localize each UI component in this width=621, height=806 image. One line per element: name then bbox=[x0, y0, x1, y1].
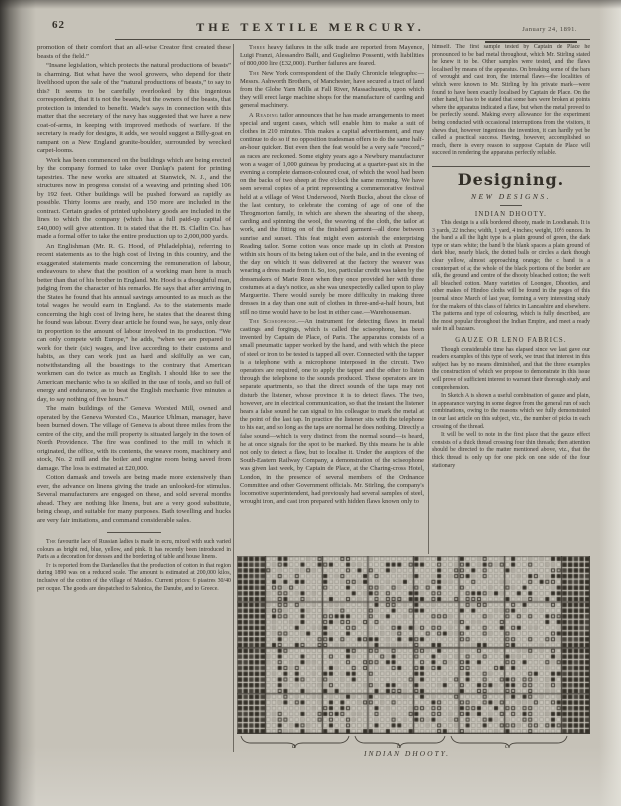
masthead-title: THE TEXTILE MERCURY. bbox=[196, 20, 425, 34]
section-label-c: c bbox=[505, 742, 509, 750]
column-middle bbox=[240, 44, 424, 553]
section-label-b: b bbox=[397, 742, 401, 750]
header-rule-right bbox=[485, 41, 577, 43]
paragraph: A Reading tailor announces that he has made arrangements to meet special and urgent cases, which will enable him to make a suit of clothes in 210 minutes. This makes a capital advertisement, and may continue to do so if no opposition tradesman offers to do the same half-an-hour quicker. But even then the feat would be a very safe “record,” as races are reckoned. Some eighty years ago a Newbury manufacturer won a wager of 1,000 guineas by producing at a quarter-past six in the evening a complete damson-coloured coat, of which the wool had been on the backs of two sheep at five o'clock the same morning. We have seen several copies of a print representing a commemorative festival held at a village of West Underwood, North Bucks, about the close of the last century, to celebrate the coming of age of one of the Throgmorton family, in which are shewn the shearing of the sheep, carding and spinning the wool, the weaving of the cloth, the tailor at work, and the fitting on of the finished garment—all done between sunrise and sunset. This feat might even astonish the enterprising Reading tailor. Some cotton was once made up in cloth at Preston within six hours of its being taken out of the bale, and in the evening of the day on which it was delivered at the factory the weaver was wearing a dress made from it. So, too, particular credit was taken by the dressmakers of Marie Roze when they once provided her with three costumes at a day's notice, as she was unexpectedly called upon to play Marguerite. There would surely be more difficulty in making three dresses in a day than one suit of clothes in three-and-a-half hours, but still no time would have to be lost in either case.—Warehouseman. bbox=[240, 111, 424, 316]
column-left bbox=[37, 44, 231, 756]
column-rule-right bbox=[428, 44, 429, 554]
paragraph: The New York correspondent of the Daily Chronicle telegraphs:—Messrs. Ashworth Brothers, of Manchester, have secured a tract of land from the Globe Yarn Mills at Fall River, Massachusetts, upon which they will erect large machine shops for the manufacture of carding and general machinery. bbox=[240, 69, 424, 110]
paragraph: It is reported from the Dardanelles that the production of cotton in that region during 1890 was on a reduced scale. The amount is estimated at 200,000 kilos, inclusive of the cotton of the village of Maidos. Current prices: 6 piastres 30/40 per ocque. The goods are despatched to Salonica, the Danube, and to Greece. bbox=[37, 562, 231, 592]
paragraph: It will be well to note in the first place that the gauze effect consists of a thick thread crossing four thin threads; then attention should be directed to the matter mentioned above, viz., that the thick thread is only up for one pick on one side of the four stationary bbox=[432, 432, 590, 469]
paragraph: The Sciseophone.—An instrument for detecting flaws in metal castings and forgings, which is called the sciseophone, has been invented by Captain de Place, of Paris. The apparatus consists of a small pneumatic tapper worked by the hand, and with which the piece of steel or iron to be tested is tapped all over. Connected with the tapper is a telephone with a microphone interposed in the circuit. Two operators are required, one to apply the tapper and the other to listen through the telephone to the sounds produced. These operators are in separate apartments, so that the direct sounds of the taps may not disturb the listener, whose province it is to detect flaws. The two, however, are in electrical communication, so that the instant the listener hears a false sound he can signal to his colleague to mark the metal at the point of the last tap. In practice the listener sits with the telephone to his ear, and so long as the taps are normal he does nothing. Directly a false sound—which is very distinct from the normal sound—is heard, he at once signals for the spot to be marked. By this means he is able not only to detect a flaw, but to localise it. Under the auspices of the South-Eastern Railway Company, a demonstration of the sciseophone was given last week, by Captain de Place, at the Charing-cross Hotel, London, in the presence of several members of the Ordnance Committee and other Government officials. Mr. Stirling, the company's locomotive superintendent, had previously had several samples of steel, wrought iron, and cast iron prepared with hidden flaws known only to bbox=[240, 317, 424, 506]
column-right bbox=[432, 44, 590, 553]
paragraph: In Sketch A is shown a useful combination of gauze and plain, in appearance varying in some degree from the general run of such combinations, owing to the reasons which we fully demonstrated in our last article on this subject, viz., the number of picks in each crossing of the thread. bbox=[432, 393, 590, 430]
lead-smallcaps: A Reading bbox=[249, 111, 279, 119]
paragraph: Three heavy failures in the silk trade are reported from Mayence, Luigi Franzi, Alessandro Balli, and Guglielmo Possenti, with liabilities of 800,000 lire (£32,000). Further failures are feared. bbox=[240, 44, 424, 68]
paragraph: This design is a silk bordered dhooty, made in Loodianah. It is 3 yards, 22 inches; width, 1 yard, 4 inches; weight, 10½ ounces. In the band a all the light type is a plain ground of green, the dark type or stars white; the band b the blank spaces a plain ground of dark blue, nearly black, the dotted balls or circles a dark though clear yellow, almost approaching orange; the c band is a counterpart of a; the whole of the black portions of the border are silk, the ground and centre of the dhooty bleached cotton; the weft all bleached cotton. Many varieties of Loongee, Dhooties, and other makes of Hindoo cloths will be found in the pages of this journal since March of last year, forming a very interesting study for the makers of this class of fabrics in Lancashire and elsewhere. The patterns and type of colouring, which is fully described, are the most popular throughout the Indian Empire, and meet a ready sale in all bazaars. bbox=[432, 220, 590, 333]
paragraph: Work has been commenced on the buildings which are being erected by the company formed to take over Dunlap's patent for printing tapestries. The new works are situated at Stanwick, N. J., and the structures now in progress consist of a weaving and printing shed 106 by 192 feet. Other buildings will be pushed forward as rapidly as possible. Thirty looms are ready, and 150 more are included in the contract. Certain grades of printed upholstery goods are included in the lines to which the company (which has a full paid-up capital of £40,000) will give attention. It is stated that the H. B. Claflin Co. has made a formal offer to take the entire production up to 2,000,000 yards. bbox=[37, 156, 231, 240]
paragraph: An Englishman (Mr. R. G. Hood, of Philadelphia), referring to recent statements as to the high cost of living in this country, and the exaggerated statements made concerning the remuneration of labour, endeavours to shew that the position of a working man here is much better than that of his brother in England. Mr. Hood is a thoughtful man, judging from the character of his remarks. He says that after arriving in the States he found that his annual savings amounted to as much as the total wages he would earn in England. As to the statements made concerning the high cost of living here, he states that the dearest thing he found was labour. Every dear article he found was, he says, only dear in proportion to the amount of labour involved in its production. “We can only compete with Europe,” he adds, “when we are prepared to work for their (sic) wages, and live according to their customs and habits, as they can work just as hard and skilfully as we can, notwithstanding all the boastings to the contrary that American workmen can do twice as much as English. I should like to see the American mechanic who is so skilled in the use of tools, and so full of energy and endurance, as to beat the English mechanic five minutes a day, to say nothing of five hours.” bbox=[37, 242, 231, 403]
pattern-figure bbox=[237, 556, 590, 761]
designing-heading: Designing. bbox=[457, 169, 565, 189]
paragraph: The favourite lace of Russian ladies is made in ecru, mixed with such varied colours as bright red, blue, yellow, and pink. It has recently been introduced in Paris as a decoration for dresses and the bordering of table and house linens. bbox=[37, 539, 231, 561]
lead-smallcaps: The bbox=[46, 539, 57, 545]
section-label-a: a bbox=[292, 742, 296, 750]
brace-c bbox=[451, 736, 567, 748]
page-number: 62 bbox=[52, 19, 65, 31]
paragraph: Cotton damask and towels are being made more extensively than ever, the advance on linens giving the trade an unlooked-for stimulus. Several manufacturers are engaged on these, and sold several months ahead. They are nothing like linens, but are a very good substitute, being cheap, and suitable for many purposes. Bath towelling and hucks are very fair imitations, and command considerable sales. bbox=[37, 474, 231, 524]
paragraph: himself. The first sample tested by Captain de Place he pronounced to be bad metal throughout, which Mr. Stirling stated he knew it to be. Other samples were tested, and the flaws localised by means of the apparatus. On breaking some of the bars of wrought and cast iron, the internal flaws—the localities of which were known to Mr. Stirling by his private mark—were found to have been exactly localised by Captain de Place. On the other hand, it has to be stated that some bars were broken at points where the apparatus indicated a flaw, but when the metal proved to be perfectly sound. Making every allowance for the experiment being conducted with occasional interruptions from the visitors, it shews that, however ingenious the invention, it can hardly yet be called a practical success. Having, however, accomplished so much, there is every reason to suppose Captain de Place will succeed in rendering the apparatus perfectly reliable. bbox=[432, 44, 590, 157]
paragraph: The main buildings of the Geneva Worsted Mill, owned and operated by the Geneva Worsted Co., Maurice Uhlman, manager, have been burned down. The village of Geneva is about three miles from the centre of the city, and the mill property is situated largely in the town of North Providence. The fire was confined to the mill in which it originated, the office, with its contents, the weave room, machinery and stock, No. 2 mill and the boiler and engine room being saved from damage. The loss is estimated at £20,000. bbox=[37, 405, 231, 472]
lead-smallcaps: It bbox=[46, 562, 52, 569]
paragraph: “Insane legislation, which protects the natural productions of beasts” is charming. But what have the wool growers, who depend for their livelihood upon the sale of the “natural productions of beasts,” to say to this? It seems to be carefully overlooked by this ingenious correspondent, that it is not the beasts, but the owners of the beasts, that protection is intended to benefit. Wade's says in connection with this matter that the secretary of the navy has suggested that we have a new coat-of-arms, in keeping with improved methods of warfare. If the secretary is ready for designs, it adds, we would suggest a Billy-goat en rampant on a New England granite-boulder, surrounded by wrecked carpet-looms. bbox=[37, 62, 231, 154]
figure-caption: INDIAN DHOOTY. bbox=[363, 749, 451, 758]
issue-date: January 24, 1891. bbox=[522, 26, 577, 33]
subheading-rule bbox=[432, 202, 590, 208]
header-rule bbox=[115, 39, 590, 40]
paragraph: Though considerable time has elapsed since we last gave our readers examples of this type of work, we trust that interest in this subject has by no means diminished, and that the three examples the construction of which we propose to demonstrate in this issue will prove of sufficient interest to warrant their thorough study and comprehension. bbox=[432, 346, 590, 391]
figure-braces bbox=[237, 734, 590, 750]
column-rule-left bbox=[233, 44, 234, 752]
lead-smallcaps: The bbox=[249, 69, 260, 77]
indian-dhooty-title: INDIAN DHOOTY. bbox=[474, 210, 548, 218]
lead-smallcaps: Three bbox=[249, 44, 266, 51]
paragraph bbox=[37, 526, 231, 538]
pattern-grid bbox=[237, 556, 590, 734]
section-divider bbox=[432, 159, 590, 167]
lead-smallcaps: The Sciseophone. bbox=[249, 317, 299, 325]
gauze-leno-title: GAUZE OR LENO FABRICS. bbox=[455, 337, 567, 344]
new-designs-subheading: NEW DESIGNS. bbox=[471, 191, 551, 201]
paragraph: promotion of their comfort that an all-wise Creator first created these beasts of the field.” bbox=[37, 44, 231, 60]
